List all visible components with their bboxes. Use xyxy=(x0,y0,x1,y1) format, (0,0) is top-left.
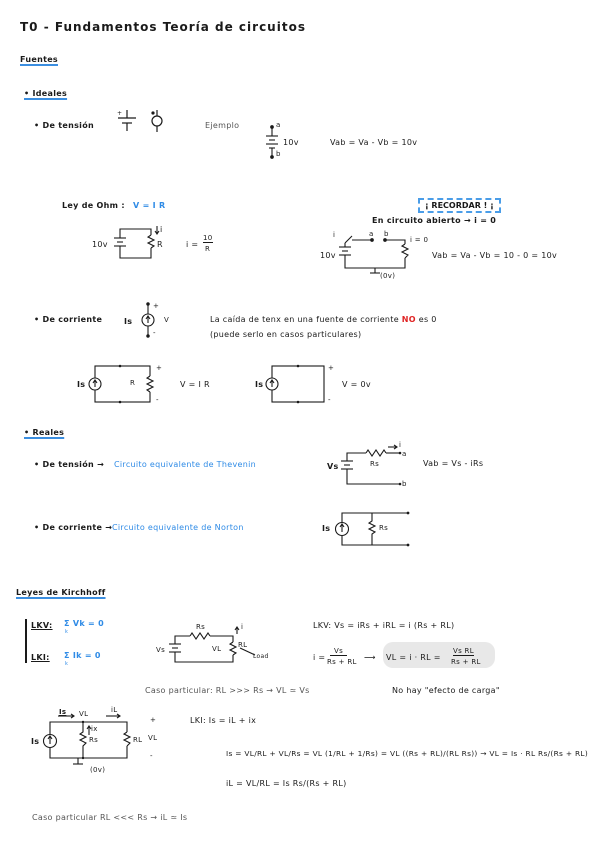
ohm-current-eq-den: R xyxy=(205,245,211,253)
parallel-is-label: Is xyxy=(31,737,40,746)
circuit2-v-equation: V = 0v xyxy=(342,380,371,389)
current-eq-num: Vs xyxy=(330,647,347,656)
section-heading-kirchhoff: Leyes de Kirchhoff xyxy=(16,588,106,597)
parallel-ground-label: (0v) xyxy=(90,766,106,774)
section-heading-fuentes: Fuentes xyxy=(20,55,58,64)
norton-rs-label: Rs xyxy=(379,524,389,532)
parallel-il-label: iL xyxy=(111,706,118,714)
arrow-1: ⟶ xyxy=(364,653,376,662)
parallel-minus: - xyxy=(150,752,153,760)
terminal-a-label: a xyxy=(276,121,281,129)
thevenin-link: Circuito equivalente de Thevenin xyxy=(114,460,256,469)
lkv-sum-subscript: k xyxy=(65,629,69,635)
series-rs-label: Rs xyxy=(196,623,206,631)
ohm-resistor-label: R xyxy=(157,240,163,249)
il-equation: iL = VL/RL = Is Rs/(Rs + RL) xyxy=(226,779,347,788)
open-circuit-source-label: 10v xyxy=(320,251,336,260)
label-real-corriente: • De corriente → xyxy=(34,523,113,532)
current-source-v-label: V xyxy=(164,316,170,324)
open-circuit-i0-label: i = 0 xyxy=(410,236,429,244)
thevenin-vs-label: Vs xyxy=(327,462,339,471)
is-expansion-equation: Is = VL/RL + VL/Rs = VL (1/RL + 1/Rs) = VL ((Rs + RL)/(RL Rs)) → VL = Is · RL Rs/(Rs + RL) xyxy=(226,749,588,758)
vl-eq-num: Vs RL xyxy=(453,647,474,655)
parallel-rl-label: RL xyxy=(133,736,143,744)
circuit1-r-label: R xyxy=(130,379,136,387)
parallel-vl-side-label: VL xyxy=(148,734,158,742)
note-no-emphasis: NO xyxy=(401,315,416,324)
case-rl-much-greater: Caso particular: RL >>> Rs → VL ≃ Vs xyxy=(145,686,310,695)
page-title: T0 - Fundamentos Teoría de circuitos xyxy=(20,20,306,34)
terminal-b-label: b xyxy=(276,150,281,158)
series-vl-label: VL xyxy=(212,645,222,653)
thevenin-a-label: a xyxy=(402,450,407,458)
circuit2-is-label: Is xyxy=(255,380,264,389)
current-source-note-line2: (puede serlo en casos particulares) xyxy=(210,330,362,339)
ohm-formula: V = I R xyxy=(133,201,166,210)
vl-equation: VL = i · RL = xyxy=(386,653,441,662)
parallel-plus: + xyxy=(150,716,157,724)
current-eq-lhs: i = xyxy=(313,653,326,662)
example-voltage-value: 10v xyxy=(283,138,299,147)
parallel-vl-label: VL xyxy=(79,710,89,718)
thevenin-i-label: i xyxy=(399,441,402,449)
parallel-rs-label: Rs xyxy=(89,736,99,744)
current-source-minus: - xyxy=(153,329,156,337)
vl-eq-den: Rs + RL xyxy=(451,658,481,666)
circuit2-plus: + xyxy=(328,364,335,372)
label-de-corriente: • De corriente xyxy=(34,315,103,324)
lki-sum: Σ Ik = 0 xyxy=(64,651,101,660)
circuit1-v-equation: V = I R xyxy=(180,380,210,389)
current-eq-den: Rs + RL xyxy=(327,658,357,666)
lkv-sum: Σ Vk = 0 xyxy=(64,619,105,628)
label-de-tension: • De tensión xyxy=(34,121,94,130)
vab-equation: Vab = Va - Vb = 10v xyxy=(330,138,418,147)
thevenin-b-label: b xyxy=(402,480,407,488)
ohm-current-eq-lhs: i = xyxy=(186,240,199,249)
lki-equation: LKI: Is = iL + ix xyxy=(190,716,257,725)
series-i-label: i xyxy=(241,623,244,631)
lki-sum-subscript: k xyxy=(65,661,69,667)
circuit2-minus: - xyxy=(328,396,331,404)
circuit1-plus: + xyxy=(156,364,163,372)
norton-is-label: Is xyxy=(322,524,331,533)
series-vs-label: Vs xyxy=(156,646,166,654)
open-circuit-i-label: i xyxy=(333,231,336,239)
thevenin-equation: Vab = Vs - iRs xyxy=(423,459,484,468)
recordar-badge: ¡ RECORDAR ! ¡ xyxy=(418,198,501,213)
circuit1-minus: - xyxy=(156,396,159,404)
subheading-reales: • Reales xyxy=(24,428,65,437)
lki-label: LKI: xyxy=(31,653,50,662)
open-circuit-rule: En circuito abierto → i = 0 xyxy=(372,216,497,225)
ohm-current-eq-num: 10 xyxy=(203,234,213,242)
series-load-label: Load xyxy=(253,653,269,660)
svg-text:+: + xyxy=(117,110,123,117)
lkv-label: LKV: xyxy=(31,621,53,630)
current-source-note: La caída de tenx en una fuente de corriente NO es 0 xyxy=(210,315,437,324)
thevenin-rs-label: Rs xyxy=(370,460,380,468)
label-ley-de-ohm: Ley de Ohm : xyxy=(62,201,125,210)
lkv-equation: LKV: Vs = iRs + iRL = i (Rs + RL) xyxy=(313,621,455,630)
open-circuit-a-label: a xyxy=(369,230,374,238)
label-ejemplo: Ejemplo xyxy=(205,121,240,130)
ohm-source-label: 10v xyxy=(92,240,108,249)
parallel-is-top-label: Is xyxy=(59,708,67,716)
circuit1-is-label: Is xyxy=(77,380,86,389)
subheading-ideales: • Ideales xyxy=(24,89,68,98)
label-real-tension: • De tensión → xyxy=(34,460,105,469)
parallel-ix-label: ix xyxy=(91,725,98,733)
ohm-current-label: i xyxy=(160,225,163,234)
case-rl-much-less: Caso particular RL <<< Rs → iL ≃ Is xyxy=(32,813,188,822)
norton-link: Circuito equivalente de Norton xyxy=(112,523,244,532)
no-loading-effect-note: No hay "efecto de carga" xyxy=(392,686,500,695)
open-circuit-vab-equation: Vab = Va - Vb = 10 - 0 = 10v xyxy=(432,251,558,260)
current-source-is-label: Is xyxy=(124,317,133,326)
open-circuit-ground-label: (0v) xyxy=(380,272,396,280)
open-circuit-b-label: b xyxy=(384,230,389,238)
series-rl-label: RL xyxy=(238,641,248,649)
current-source-plus: + xyxy=(153,302,160,310)
